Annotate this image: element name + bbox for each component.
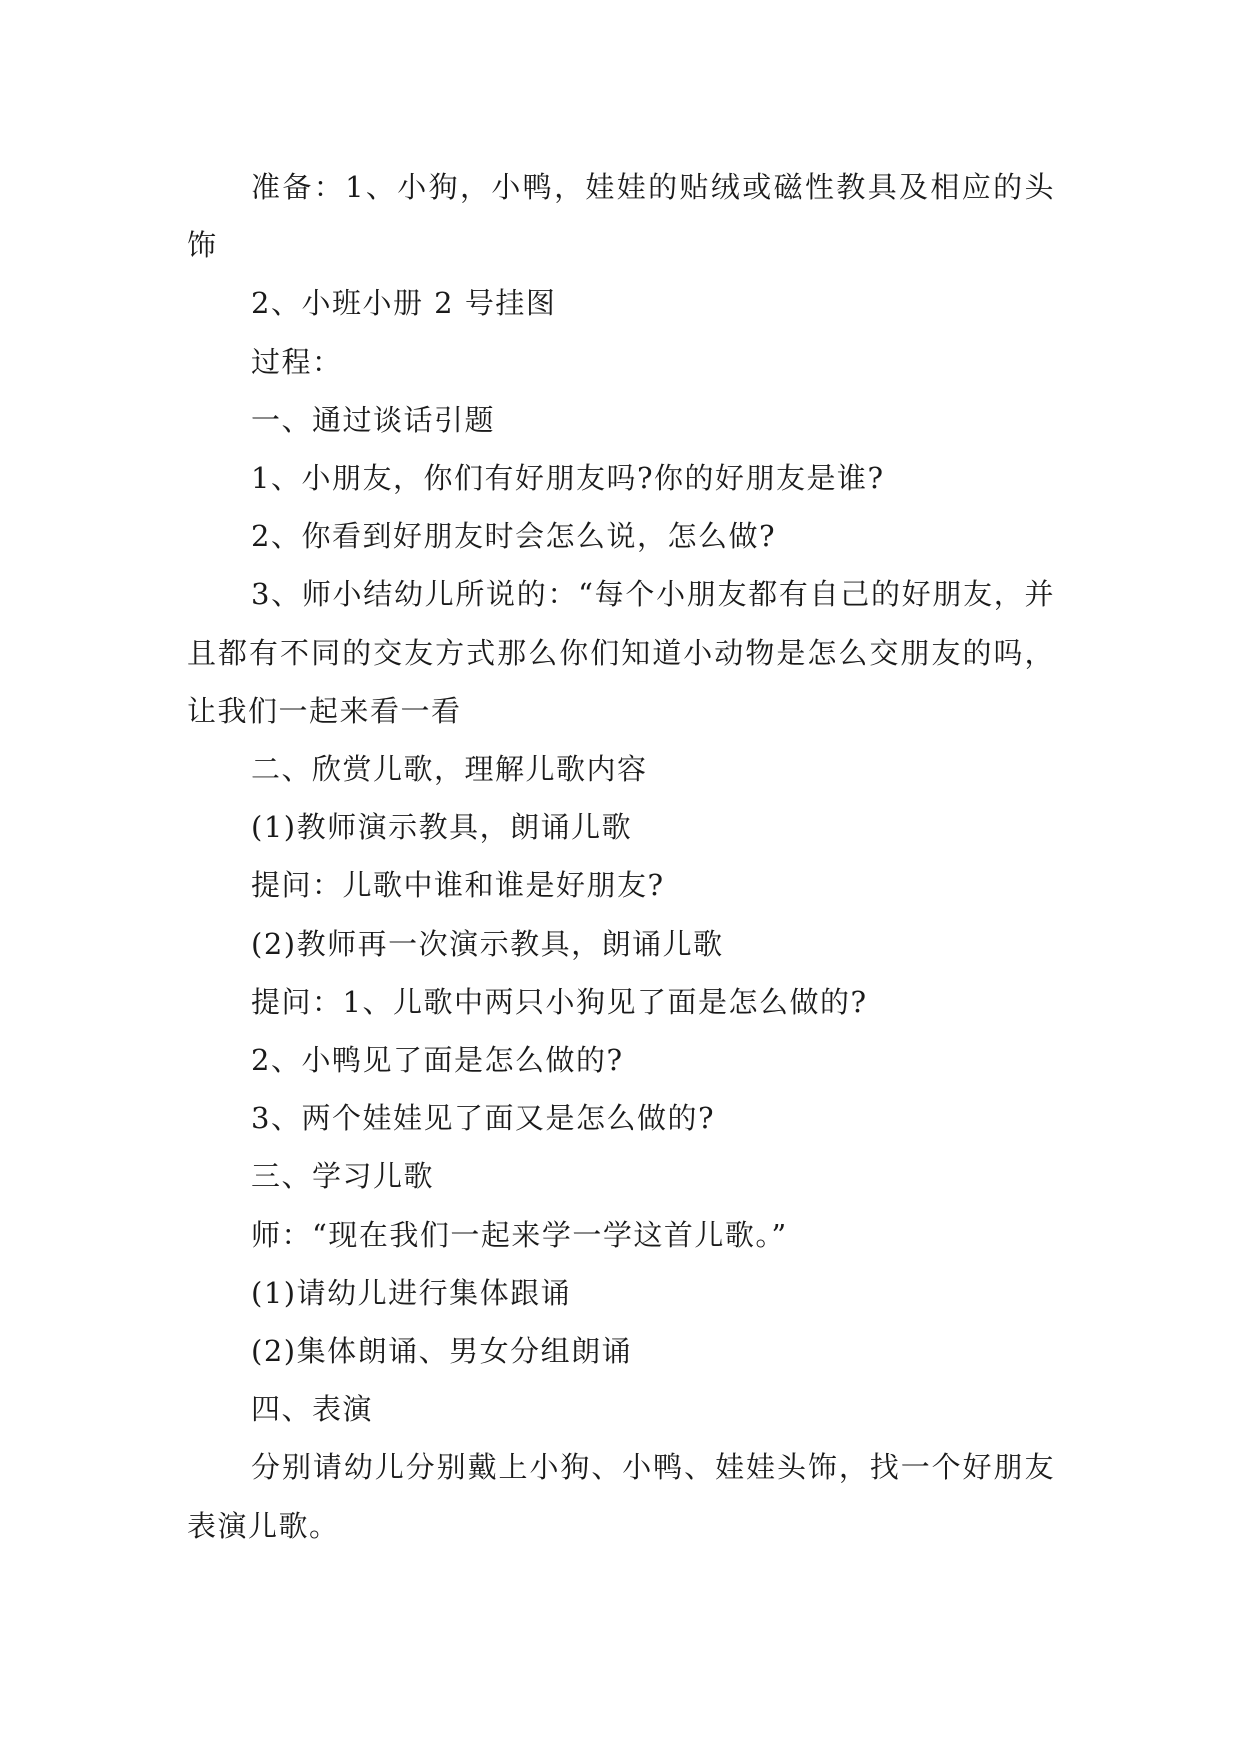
paragraph-demo-2: (2)教师再一次演示教具，朗诵儿歌 [251,926,724,961]
section-heading-1: 一、通过谈话引题 [251,402,496,437]
section-heading-4: 四、表演 [251,1392,374,1427]
paragraph-demo-1: (1)教师演示教具，朗诵儿歌 [251,810,633,845]
document-body [187,158,1055,1555]
paragraph-teacher-quote: 师：“现在我们一起来学一学这首儿歌。” [251,1217,788,1252]
paragraph-preparation-1: 准备：1、小狗，小鸭，娃娃的贴绒或磁性教具及相应的头饰 [187,170,1055,263]
paragraph-process-heading: 过程： [251,344,343,379]
paragraph-recite-1: (1)请幼儿进行集体跟诵 [251,1275,572,1310]
paragraph-ask-4: 3、两个娃娃见了面又是怎么做的? [251,1101,715,1136]
paragraph-question-1: 1、小朋友，你们有好朋友吗?你的好朋友是谁? [251,461,885,496]
paragraph-question-2: 2、你看到好朋友时会怎么说，怎么做? [251,519,776,554]
paragraph-summary: 3、师小结幼儿所说的：“每个小朋友都有自己的好朋友，并且都有不同的交友方式那么你们知道小动物是怎么交朋友的吗，让我们一起来看一看 [187,577,1055,728]
paragraph-ask-3: 2、小鸭见了面是怎么做的? [251,1043,624,1078]
section-heading-2: 二、欣赏儿歌，理解儿歌内容 [251,752,648,787]
paragraph-ask-1: 提问：儿歌中谁和谁是好朋友? [251,868,665,903]
paragraph-performance: 分别请幼儿分别戴上小狗、小鸭、娃娃头饰，找一个好朋友表演儿歌。 [187,1450,1055,1543]
section-heading-3: 三、学习儿歌 [251,1159,435,1194]
paragraph-preparation-2: 2、小班小册 2 号挂图 [251,286,557,321]
paragraph-recite-2: (2)集体朗诵、男女分组朗诵 [251,1334,633,1369]
paragraph-ask-2: 提问：1、儿歌中两只小狗见了面是怎么做的? [251,984,868,1019]
